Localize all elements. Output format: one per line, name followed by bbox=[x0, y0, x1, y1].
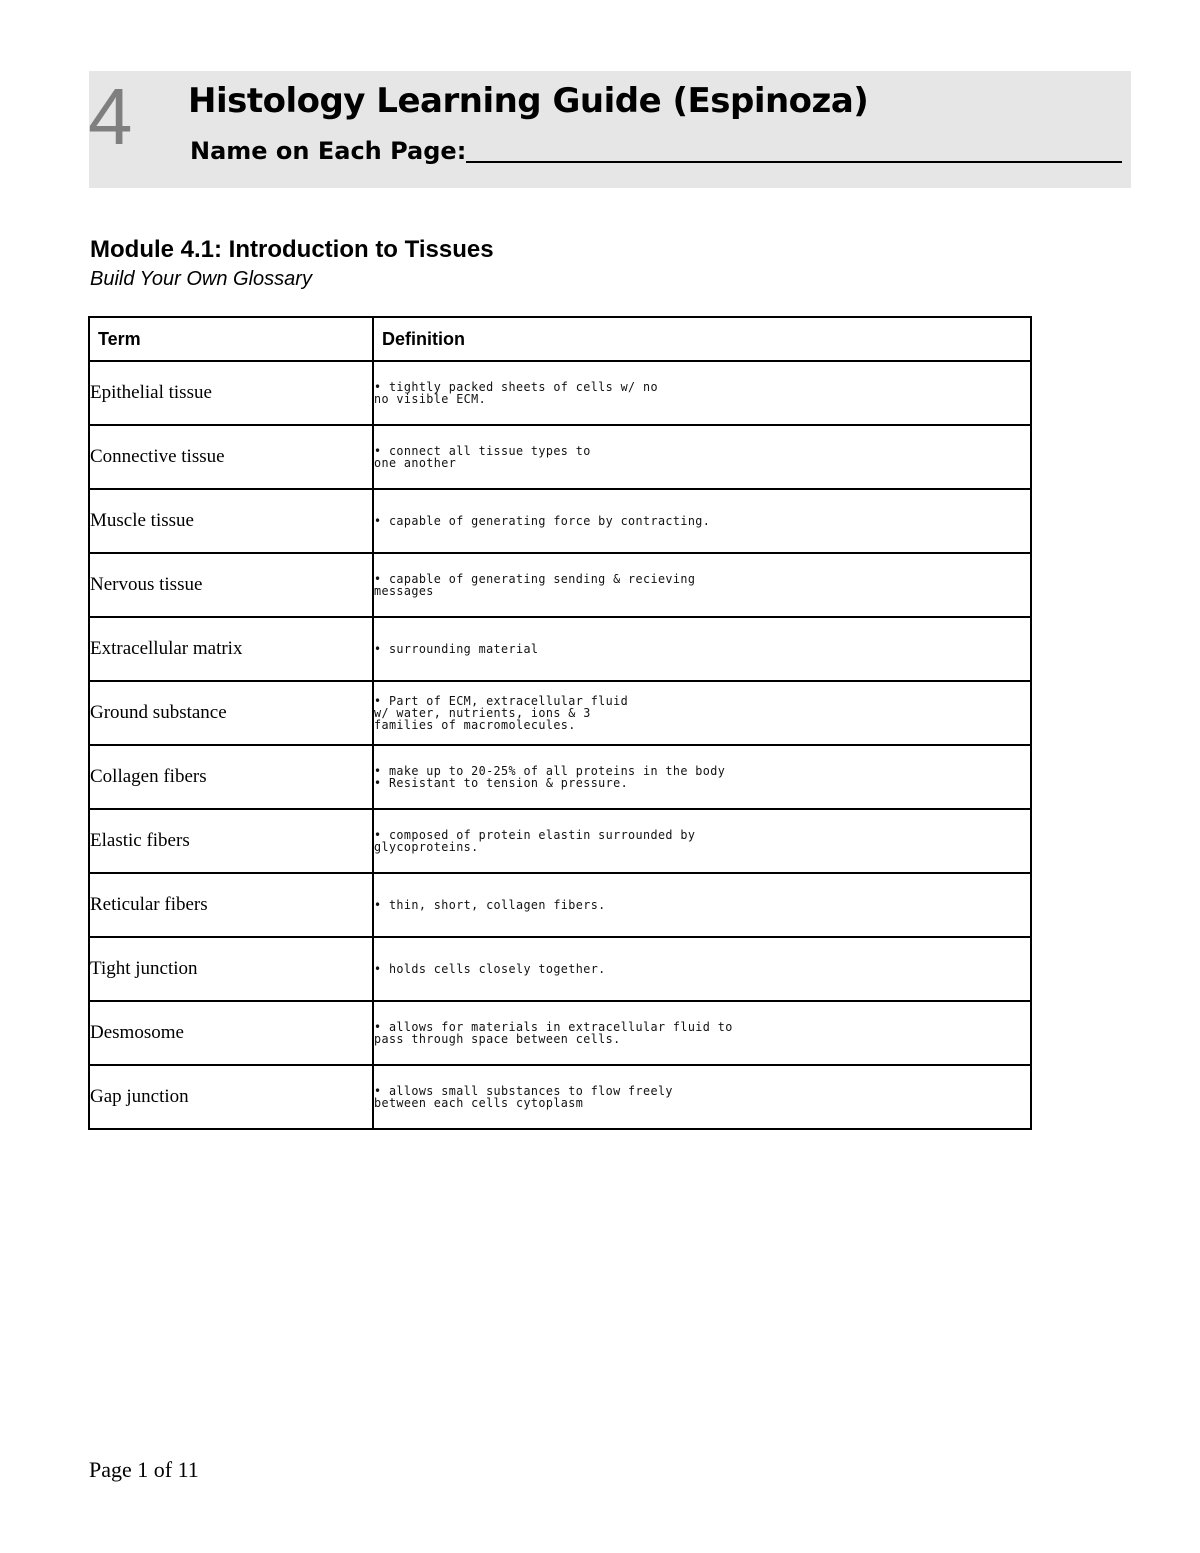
module-subtitle: Build Your Own Glossary bbox=[90, 268, 312, 290]
definition-cell[interactable] bbox=[373, 553, 1031, 617]
definition-cell[interactable] bbox=[373, 361, 1031, 425]
definition-text: • allows small substances to flow freely between each cells cytoplasm bbox=[374, 1084, 673, 1110]
definition-cell[interactable] bbox=[373, 681, 1031, 745]
table-row bbox=[89, 489, 1031, 553]
table-row bbox=[89, 873, 1031, 937]
term-cell: Extracellular matrix bbox=[89, 617, 373, 681]
definition-cell[interactable] bbox=[373, 425, 1031, 489]
name-label: Name on Each Page: bbox=[190, 137, 467, 165]
term-cell: Gap junction bbox=[89, 1065, 373, 1129]
definition-cell[interactable] bbox=[373, 873, 1031, 937]
document-title: Histology Learning Guide (Espinoza) bbox=[188, 81, 869, 121]
column-header-term: Term bbox=[89, 317, 373, 361]
definition-cell[interactable] bbox=[373, 745, 1031, 809]
definition-text: • Part of ECM, extracellular fluid w/ water, nutrients, ions & 3 families of macromolecules. bbox=[374, 694, 629, 732]
term-cell: Muscle tissue bbox=[89, 489, 373, 553]
table-row bbox=[89, 681, 1031, 745]
definition-cell[interactable] bbox=[373, 809, 1031, 873]
column-header-definition: Definition bbox=[373, 317, 1031, 361]
table-row bbox=[89, 361, 1031, 425]
definition-text: • composed of protein elastin surrounded by glycoproteins. bbox=[374, 828, 696, 854]
definition-cell[interactable] bbox=[373, 937, 1031, 1001]
term-cell: Collagen fibers bbox=[89, 745, 373, 809]
page-number: Page 1 of 11 bbox=[89, 1457, 199, 1482]
table-row bbox=[89, 937, 1031, 1001]
table-row bbox=[89, 553, 1031, 617]
definition-cell[interactable] bbox=[373, 1065, 1031, 1129]
table-header-row bbox=[89, 317, 1031, 361]
term-cell: Desmosome bbox=[89, 1001, 373, 1065]
definition-cell[interactable] bbox=[373, 489, 1031, 553]
term-cell: Tight junction bbox=[89, 937, 373, 1001]
definition-text: • allows for materials in extracellular fluid to pass through space between cells. bbox=[374, 1020, 733, 1046]
table-row bbox=[89, 1001, 1031, 1065]
table-row bbox=[89, 1065, 1031, 1129]
term-cell: Ground substance bbox=[89, 681, 373, 745]
definition-text: • thin, short, collagen fibers. bbox=[374, 898, 606, 912]
definition-text: • make up to 20-25% of all proteins in the body • Resistant to tension & pressure. bbox=[374, 764, 726, 790]
name-blank-line bbox=[466, 133, 1122, 163]
table-row bbox=[89, 617, 1031, 681]
definition-text: • connect all tissue types to one another bbox=[374, 444, 591, 470]
definition-text: • capable of generating sending & recieving messages bbox=[374, 572, 696, 598]
definition-cell[interactable] bbox=[373, 1001, 1031, 1065]
term-cell: Reticular fibers bbox=[89, 873, 373, 937]
term-cell: Elastic fibers bbox=[89, 809, 373, 873]
name-field bbox=[190, 133, 1122, 169]
definition-cell[interactable] bbox=[373, 617, 1031, 681]
chapter-number: 4 bbox=[88, 72, 133, 161]
term-cell: Connective tissue bbox=[89, 425, 373, 489]
table-row bbox=[89, 809, 1031, 873]
definition-text: • surrounding material bbox=[374, 642, 539, 656]
definition-text: • holds cells closely together. bbox=[374, 962, 606, 976]
glossary-table bbox=[88, 316, 1032, 1130]
table-row bbox=[89, 425, 1031, 489]
term-cell: Nervous tissue bbox=[89, 553, 373, 617]
definition-text: • tightly packed sheets of cells w/ no no visible ECM. bbox=[374, 380, 658, 406]
definition-text: • capable of generating force by contracting. bbox=[374, 514, 711, 528]
term-cell: Epithelial tissue bbox=[89, 361, 373, 425]
module-title: Module 4.1: Introduction to Tissues bbox=[90, 236, 494, 263]
table-row bbox=[89, 745, 1031, 809]
